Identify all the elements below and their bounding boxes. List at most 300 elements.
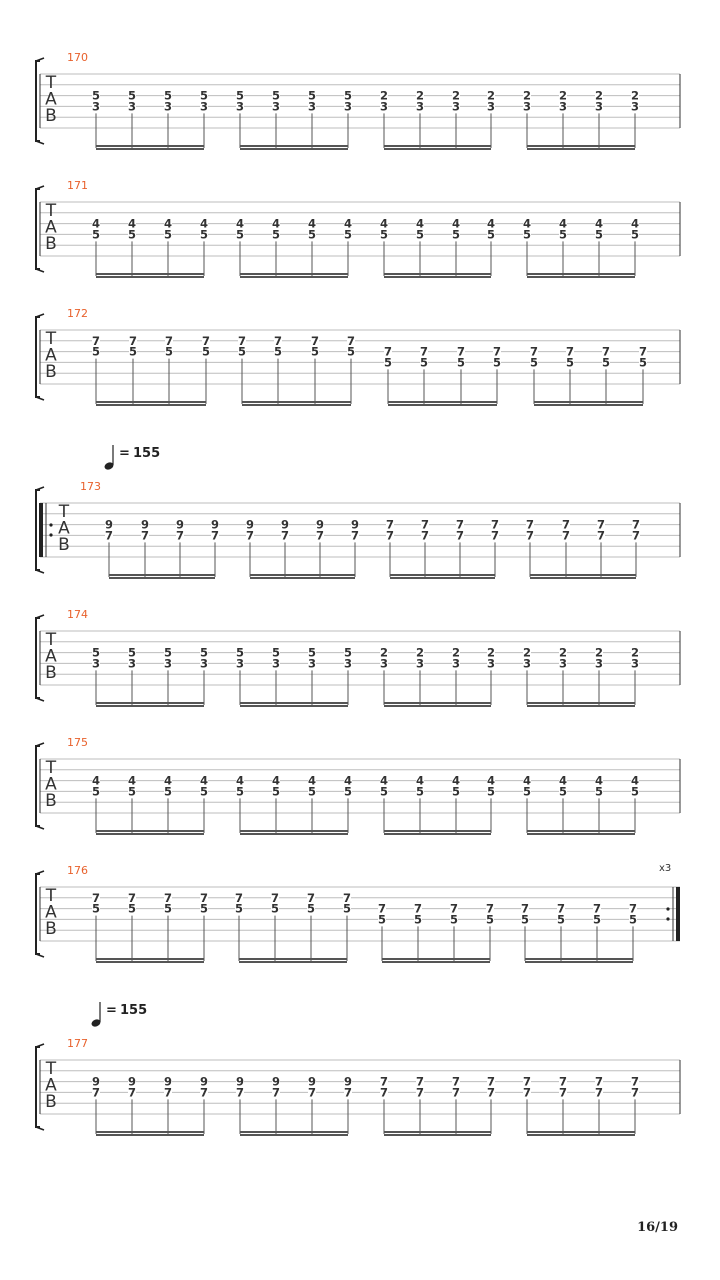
fret-number-bottom: 7: [271, 1085, 281, 1100]
fret-number-bottom: 3: [307, 99, 317, 114]
fret-number-bottom: 5: [492, 355, 502, 370]
tab-clef-letter: A: [45, 646, 57, 667]
tab-clef-letter: A: [45, 774, 57, 795]
fret-number-bottom: 5: [486, 227, 496, 242]
fret-number-bottom: 5: [127, 784, 137, 799]
fret-number-bottom: 5: [342, 901, 352, 916]
fret-number-top: 7: [127, 890, 137, 905]
fret-number-top: 7: [237, 333, 247, 348]
beat-group: [236, 1075, 352, 1136]
beat-group: [92, 891, 208, 963]
fret-number-top: 7: [558, 1074, 568, 1089]
fret-number-bottom: 7: [385, 528, 395, 543]
fret-number-top: 5: [235, 645, 245, 660]
tab-clef-letter: T: [45, 73, 57, 93]
fret-number-top: 5: [271, 88, 281, 103]
fret-number-top: 7: [628, 901, 638, 916]
beam-secondary: [96, 148, 204, 150]
beat-group: [92, 646, 208, 707]
fret-number-bottom: 7: [522, 1085, 532, 1100]
fret-number-bottom: 7: [140, 528, 150, 543]
fret-number-top: 9: [343, 1074, 353, 1089]
fret-number-top: 7: [456, 344, 466, 359]
fret-number-bottom: 5: [199, 901, 209, 916]
fret-number-bottom: 3: [307, 656, 317, 671]
tab-clef-letter: T: [45, 329, 57, 349]
tab-clef-letter: A: [45, 345, 57, 366]
beam-primary: [239, 958, 347, 960]
fret-number-bottom: 3: [271, 656, 281, 671]
tab-clef-letter: T: [45, 630, 57, 650]
tab-clef-letter: A: [45, 1075, 57, 1096]
fret-number-bottom: 5: [419, 355, 429, 370]
beam-primary: [96, 830, 204, 832]
fret-number-bottom: 3: [522, 99, 532, 114]
beam-primary: [530, 574, 636, 576]
fret-number-bottom: 3: [415, 656, 425, 671]
tab-clef-letter: T: [45, 886, 57, 906]
fret-number-bottom: 7: [415, 1085, 425, 1100]
beat-group: [246, 518, 359, 579]
fret-number-bottom: 5: [343, 227, 353, 242]
fret-number-bottom: 5: [451, 784, 461, 799]
fret-number-top: 4: [307, 216, 317, 231]
fret-number-bottom: 5: [199, 227, 209, 242]
measure-number: 172: [67, 307, 88, 320]
repeat-dot: [49, 533, 52, 536]
fret-number-bottom: 5: [594, 784, 604, 799]
fret-number-top: 4: [415, 773, 425, 788]
fret-number-bottom: 7: [104, 528, 114, 543]
beat-group: [523, 774, 639, 835]
fret-number-top: 4: [271, 216, 281, 231]
fret-number-bottom: 5: [456, 355, 466, 370]
fret-number-top: 7: [449, 901, 459, 916]
beam-primary: [527, 273, 635, 275]
beam-primary: [96, 273, 204, 275]
staff-system: [36, 608, 680, 707]
fret-number-bottom: 5: [127, 227, 137, 242]
beam-primary: [240, 273, 348, 275]
fret-number-bottom: 7: [91, 1085, 101, 1100]
fret-number-top: 5: [271, 645, 281, 660]
fret-number-top: 2: [558, 645, 568, 660]
fret-number-top: 4: [415, 216, 425, 231]
system-bracket: [36, 746, 40, 826]
fret-number-bottom: 5: [164, 344, 174, 359]
fret-number-top: 7: [413, 901, 423, 916]
fret-number-top: 4: [163, 773, 173, 788]
fret-number-top: 4: [235, 773, 245, 788]
system-bracket: [36, 874, 40, 954]
fret-number-bottom: 5: [271, 227, 281, 242]
tab-clef-letter: T: [45, 758, 57, 778]
fret-number-top: 7: [631, 517, 641, 532]
fret-number-bottom: 7: [630, 1085, 640, 1100]
beam-primary: [384, 273, 491, 275]
beam-secondary: [525, 961, 633, 963]
beam-primary: [240, 1131, 348, 1133]
beat-group: [105, 518, 219, 579]
fret-number-top: 7: [379, 1074, 389, 1089]
beat-group: [92, 89, 208, 150]
fret-number-top: 2: [379, 88, 389, 103]
fret-number-top: 7: [525, 517, 535, 532]
system-bracket: [36, 189, 40, 269]
fret-number-bottom: 7: [343, 1085, 353, 1100]
beam-primary: [240, 145, 348, 147]
fret-number-bottom: 5: [127, 901, 137, 916]
fret-number-top: 4: [235, 216, 245, 231]
fret-number-bottom: 7: [596, 528, 606, 543]
fret-number-bottom: 3: [451, 656, 461, 671]
fret-number-bottom: 5: [91, 344, 101, 359]
fret-number-top: 7: [486, 1074, 496, 1089]
fret-number-bottom: 5: [415, 227, 425, 242]
fret-number-top: 7: [342, 890, 352, 905]
fret-number-bottom: 5: [273, 344, 283, 359]
fret-number-top: 7: [385, 517, 395, 532]
fret-number-bottom: 7: [199, 1085, 209, 1100]
fret-number-bottom: 7: [210, 528, 220, 543]
fret-number-top: 4: [343, 773, 353, 788]
fret-number-bottom: 7: [163, 1085, 173, 1100]
fret-number-bottom: 7: [315, 528, 325, 543]
beam-secondary: [527, 833, 635, 835]
fret-number-top: 2: [379, 645, 389, 660]
fret-number-top: 7: [556, 901, 566, 916]
fret-number-bottom: 5: [630, 784, 640, 799]
fret-number-top: 4: [91, 216, 101, 231]
fret-number-top: 5: [307, 88, 317, 103]
fret-number-top: 7: [201, 333, 211, 348]
beam-primary: [527, 1131, 635, 1133]
fret-number-top: 2: [522, 88, 532, 103]
fret-number-top: 9: [175, 517, 185, 532]
fret-number-bottom: 5: [383, 355, 393, 370]
fret-number-bottom: 5: [307, 227, 317, 242]
beam-secondary: [96, 276, 204, 278]
fret-number-bottom: 7: [127, 1085, 137, 1100]
beam-secondary: [527, 148, 635, 150]
repeat-dot: [49, 523, 52, 526]
fret-number-bottom: 7: [451, 1085, 461, 1100]
beat-group: [521, 902, 637, 963]
fret-number-bottom: 5: [234, 901, 244, 916]
tab-clef-letter: A: [58, 518, 70, 539]
tab-clef-letter: A: [45, 89, 57, 110]
fret-number-top: 9: [245, 517, 255, 532]
beam-secondary: [390, 577, 495, 579]
fret-number-top: 2: [594, 88, 604, 103]
fret-number-bottom: 5: [237, 344, 247, 359]
fret-number-bottom: 5: [307, 784, 317, 799]
repeat-dot: [666, 907, 669, 910]
fret-number-top: 2: [415, 645, 425, 660]
fret-number-bottom: 5: [201, 344, 211, 359]
fret-number-top: 9: [350, 517, 360, 532]
beat-group: [386, 518, 499, 579]
beat-group: [92, 334, 210, 406]
beat-group: [378, 902, 494, 963]
fret-number-top: 2: [486, 645, 496, 660]
fret-number-top: 5: [343, 645, 353, 660]
tab-clef-letter: B: [45, 663, 57, 683]
fret-number-top: 7: [520, 901, 530, 916]
fret-number-bottom: 5: [630, 227, 640, 242]
beam-primary: [240, 702, 348, 704]
fret-number-top: 4: [558, 773, 568, 788]
fret-number-bottom: 3: [451, 99, 461, 114]
beat-group: [523, 646, 639, 707]
fret-number-top: 4: [594, 216, 604, 231]
fret-number-bottom: 5: [343, 784, 353, 799]
fret-number-bottom: 7: [175, 528, 185, 543]
beat-group: [236, 217, 352, 278]
fret-number-top: 7: [377, 901, 387, 916]
fret-number-bottom: 3: [558, 656, 568, 671]
fret-number-bottom: 7: [379, 1085, 389, 1100]
fret-number-top: 5: [199, 645, 209, 660]
fret-number-top: 5: [127, 88, 137, 103]
beam-primary: [384, 702, 491, 704]
fret-number-bottom: 5: [306, 901, 316, 916]
system-bracket: [36, 618, 40, 698]
fret-number-bottom: 3: [91, 99, 101, 114]
beam-primary: [240, 830, 348, 832]
fret-number-top: 7: [592, 901, 602, 916]
fret-number-bottom: 5: [379, 227, 389, 242]
fret-number-bottom: 5: [235, 227, 245, 242]
fret-number-bottom: 5: [628, 912, 638, 927]
fret-number-bottom: 5: [270, 901, 280, 916]
beam-primary: [382, 958, 490, 960]
fret-number-top: 4: [522, 216, 532, 231]
fret-number-bottom: 3: [343, 99, 353, 114]
fret-number-bottom: 7: [307, 1085, 317, 1100]
fret-number-top: 4: [91, 773, 101, 788]
staff-system: [36, 1002, 680, 1136]
fret-number-top: 7: [164, 333, 174, 348]
staff-system: [36, 445, 680, 579]
fret-number-bottom: 3: [594, 656, 604, 671]
tab-clef-letter: T: [45, 1059, 57, 1079]
beat-group: [92, 217, 208, 278]
fret-number-bottom: 7: [280, 528, 290, 543]
fret-number-bottom: 3: [91, 656, 101, 671]
fret-number-top: 2: [451, 645, 461, 660]
system-bracket: [36, 1047, 40, 1127]
fret-number-bottom: 5: [163, 227, 173, 242]
fret-number-top: 4: [343, 216, 353, 231]
beam-secondary: [239, 961, 347, 963]
tempo-equals: =: [106, 1003, 117, 1018]
fret-number-top: 5: [91, 645, 101, 660]
fret-number-top: 4: [451, 216, 461, 231]
fret-number-top: 5: [199, 88, 209, 103]
fret-number-bottom: 5: [91, 784, 101, 799]
repeat-start-thick-barline: [39, 503, 43, 557]
beam-primary: [527, 830, 635, 832]
fret-number-top: 7: [630, 1074, 640, 1089]
fret-number-top: 7: [522, 1074, 532, 1089]
fret-number-top: 4: [163, 216, 173, 231]
measure-number: 175: [67, 736, 88, 749]
fret-number-bottom: 5: [520, 912, 530, 927]
fret-number-bottom: 5: [485, 912, 495, 927]
beam-secondary: [240, 705, 348, 707]
beam-secondary: [530, 577, 636, 579]
fret-number-top: 7: [91, 333, 101, 348]
beam-secondary: [96, 833, 204, 835]
fret-number-top: 9: [199, 1074, 209, 1089]
tab-clef-letter: B: [45, 791, 57, 811]
fret-number-top: 7: [594, 1074, 604, 1089]
beat-group: [235, 891, 351, 963]
fret-number-bottom: 3: [235, 656, 245, 671]
fret-number-top: 7: [306, 890, 316, 905]
tab-clef-letter: B: [45, 234, 57, 254]
fret-number-top: 7: [485, 901, 495, 916]
beat-group: [380, 217, 495, 278]
fret-number-bottom: 3: [486, 99, 496, 114]
tempo-value: 155: [120, 1003, 148, 1018]
fret-number-top: 4: [199, 773, 209, 788]
repeat-end-thick-barline: [676, 887, 680, 941]
fret-number-bottom: 3: [558, 99, 568, 114]
staff-system: [36, 863, 680, 963]
beam-primary: [96, 958, 204, 960]
fret-number-bottom: 3: [271, 99, 281, 114]
tab-clef-letter: B: [58, 535, 70, 555]
tempo-equals: =: [119, 446, 130, 461]
fret-number-bottom: 5: [377, 912, 387, 927]
fret-number-bottom: 5: [346, 344, 356, 359]
beam-secondary: [527, 705, 635, 707]
beam-secondary: [382, 961, 490, 963]
fret-number-top: 7: [91, 890, 101, 905]
fret-number-bottom: 3: [522, 656, 532, 671]
beat-group: [380, 89, 495, 150]
fret-number-bottom: 5: [565, 355, 575, 370]
fret-number-bottom: 5: [529, 355, 539, 370]
beam-secondary: [109, 577, 215, 579]
beam-primary: [390, 574, 495, 576]
fret-number-bottom: 3: [379, 99, 389, 114]
fret-number-top: 4: [379, 216, 389, 231]
tempo-value: 155: [133, 446, 161, 461]
fret-number-bottom: 5: [128, 344, 138, 359]
fret-number-top: 4: [486, 773, 496, 788]
fret-number-top: 2: [486, 88, 496, 103]
fret-number-top: 5: [343, 88, 353, 103]
beam-primary: [384, 145, 491, 147]
fret-number-bottom: 3: [415, 99, 425, 114]
fret-number-bottom: 5: [486, 784, 496, 799]
fret-number-top: 5: [91, 88, 101, 103]
beam-primary: [96, 401, 206, 403]
fret-number-top: 2: [630, 88, 640, 103]
fret-number-bottom: 7: [594, 1085, 604, 1100]
fret-number-bottom: 5: [601, 355, 611, 370]
staff-system: [36, 179, 680, 278]
beat-group: [530, 345, 647, 406]
tab-clef-letter: A: [45, 217, 57, 238]
fret-number-bottom: 7: [486, 1085, 496, 1100]
fret-number-bottom: 5: [163, 784, 173, 799]
staff-system: [36, 51, 680, 150]
fret-number-top: 5: [127, 645, 137, 660]
beam-secondary: [384, 148, 491, 150]
measure-number: 173: [80, 480, 101, 493]
fret-number-bottom: 7: [350, 528, 360, 543]
fret-number-top: 2: [522, 645, 532, 660]
beam-secondary: [384, 833, 491, 835]
fret-number-top: 5: [235, 88, 245, 103]
fret-number-top: 7: [490, 517, 500, 532]
beam-secondary: [96, 961, 204, 963]
fret-number-top: 2: [558, 88, 568, 103]
beam-secondary: [240, 1134, 348, 1136]
measure-number: 177: [67, 1037, 88, 1050]
fret-number-bottom: 3: [199, 656, 209, 671]
beam-primary: [388, 401, 497, 403]
fret-number-bottom: 5: [413, 912, 423, 927]
fret-number-top: 7: [234, 890, 244, 905]
beam-primary: [534, 401, 643, 403]
measure-number: 174: [67, 608, 88, 621]
fret-number-top: 4: [522, 773, 532, 788]
beam-secondary: [384, 705, 491, 707]
beat-group: [236, 774, 352, 835]
fret-number-top: 9: [127, 1074, 137, 1089]
beam-secondary: [242, 404, 351, 406]
fret-number-top: 7: [601, 344, 611, 359]
fret-number-bottom: 7: [631, 528, 641, 543]
fret-number-bottom: 3: [630, 99, 640, 114]
fret-number-bottom: 3: [127, 656, 137, 671]
beat-group: [238, 334, 355, 406]
tab-clef-letter: T: [58, 502, 70, 522]
tab-clef-letter: B: [45, 919, 57, 939]
fret-number-bottom: 5: [199, 784, 209, 799]
beat-group: [380, 1075, 495, 1136]
fret-number-bottom: 5: [235, 784, 245, 799]
fret-number-top: 4: [630, 773, 640, 788]
beam-secondary: [240, 833, 348, 835]
beam-secondary: [384, 276, 491, 278]
fret-number-bottom: 5: [558, 227, 568, 242]
staff-system: [36, 736, 680, 835]
fret-number-top: 7: [451, 1074, 461, 1089]
fret-number-top: 2: [594, 645, 604, 660]
fret-number-top: 9: [307, 1074, 317, 1089]
staff-system: [36, 307, 680, 406]
fret-number-bottom: 7: [490, 528, 500, 543]
fret-number-top: 9: [315, 517, 325, 532]
fret-number-bottom: 7: [235, 1085, 245, 1100]
beam-primary: [384, 1131, 491, 1133]
fret-number-top: 9: [104, 517, 114, 532]
fret-number-top: 4: [451, 773, 461, 788]
fret-number-top: 7: [415, 1074, 425, 1089]
fret-number-bottom: 7: [561, 528, 571, 543]
beam-primary: [384, 830, 491, 832]
beat-group: [236, 89, 352, 150]
beam-primary: [525, 958, 633, 960]
beam-primary: [527, 145, 635, 147]
beam-secondary: [96, 1134, 204, 1136]
